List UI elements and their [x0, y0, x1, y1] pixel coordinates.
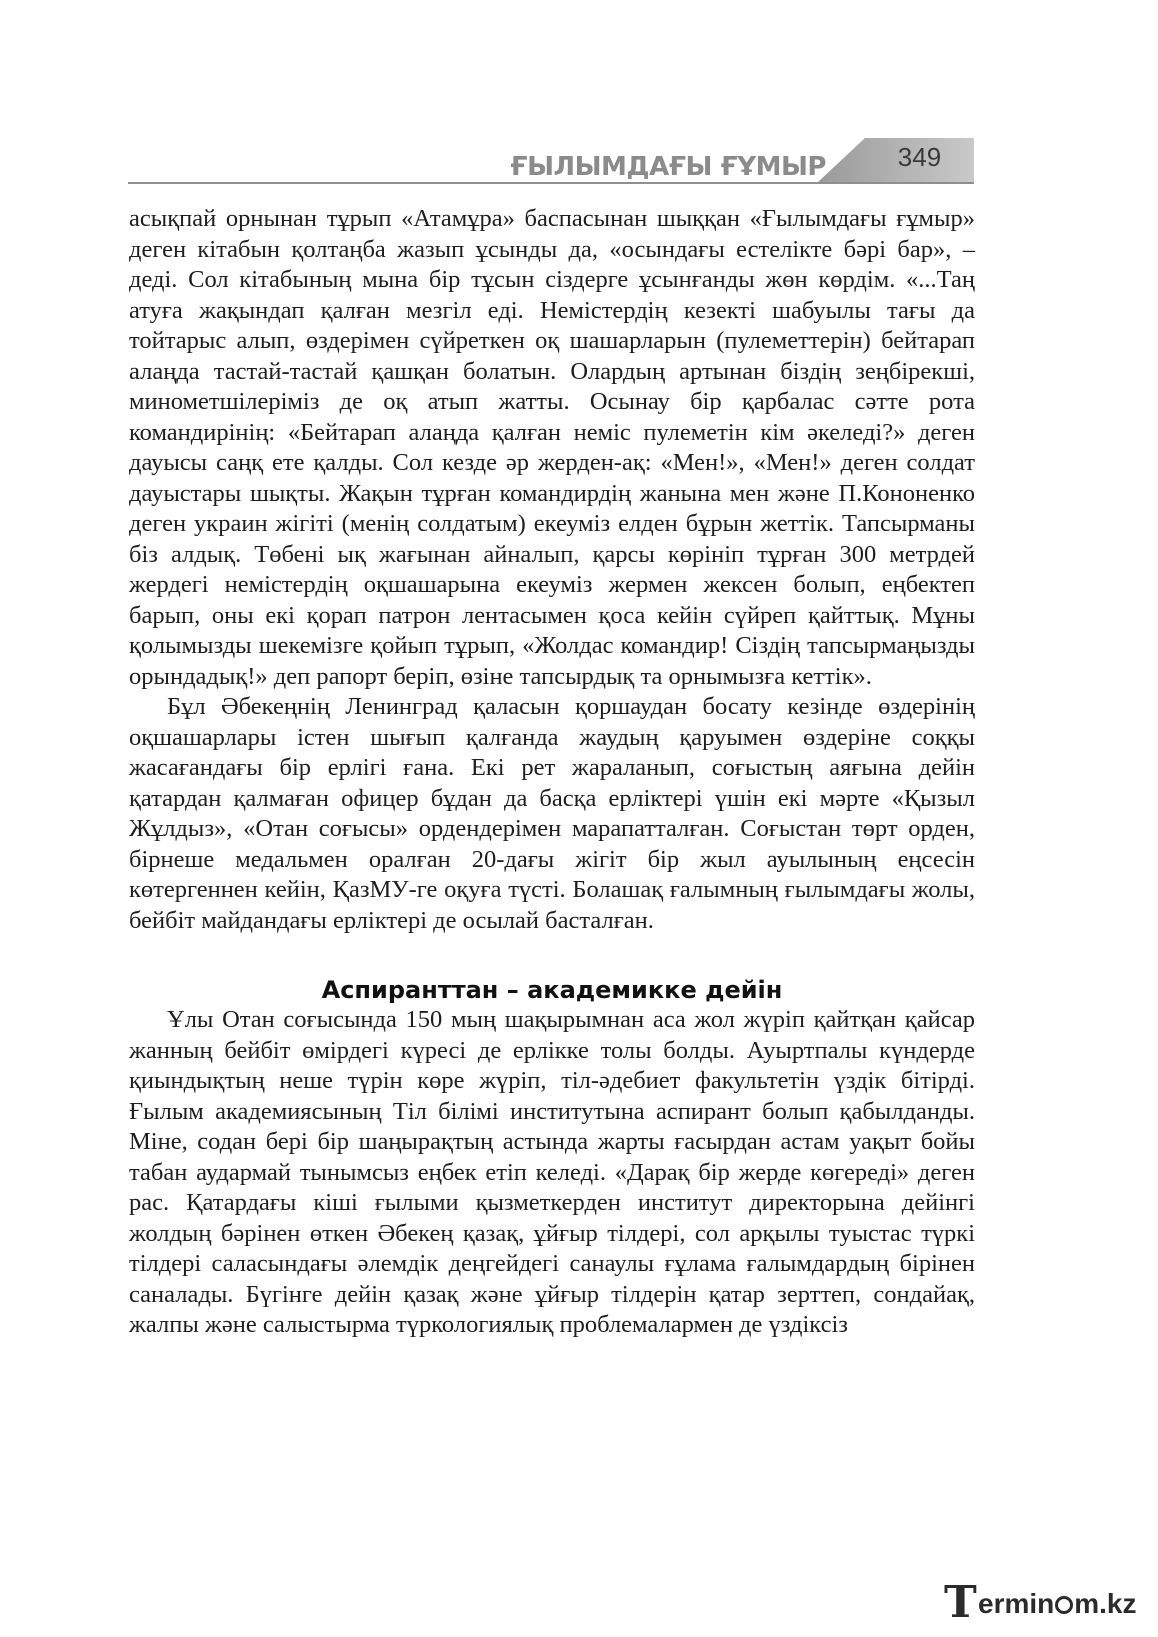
watermark-text — [978, 1588, 1137, 1620]
page-number: 349 — [897, 142, 942, 172]
section-heading: Аспиранттан – академикке дейін — [321, 976, 783, 1004]
page-header — [128, 138, 974, 186]
running-title: ҒЫЛЫМДАҒЫ ҒҰМЫР — [510, 152, 826, 182]
watermark-part: ermin — [978, 1588, 1055, 1619]
watermark-ring — [1055, 1596, 1073, 1614]
header-rule — [128, 182, 974, 184]
watermark-logo — [944, 1574, 1144, 1630]
watermark-initial: T — [944, 1577, 977, 1628]
watermark-part: m.kz — [1074, 1588, 1137, 1619]
paragraph: Ұлы Отан соғысында 150 мың шақырымнан аса жол жүріп қайтқан қайсар жанның бейбіт өмірдегі күресі де ерлікке толы болды. Ауыртпалы күндерде қиындықтың неше түрін көре жүріп, тіл-әдебиет факультетін үздік бітірді. Ғылым академиясының Тіл білімі институтына аспирант болып қабылданды. Міне, содан бері бір шаңырақтың астында жарты ғасырдан астам уақыт бойы табан аудармай тынымсыз еңбек етіп келеді. «Дарақ бір жерде көгереді» деген рас. Қатардағы кіші ғылыми қызметкерден институт директорына дейінгі жолдың бәрінен өткен Әбекең қазақ, ұйғыр тілдері, сол арқылы туыстас түркі тілдері саласындағы әлемдік деңгейдегі санаулы ғұлама ғалымдардың бірінен саналады. Бүгінге дейін қазақ және ұйғыр тілдерін қатар зерттеп, сондайақ, жалпы және салыстырма түркологиялық проблемалармен де үздіксіз — [129, 1006, 975, 1338]
paragraph: асықпай орнынан тұрып «Атамұра» баспасынан шыққан «Ғылымдағы ғұмыр» деген кітабын қолтаңба жазып ұсынды да, «осындағы естелікте бәрі бар», – деді. Сол кітабының мына бір тұсын сіздерге ұсынғанды жөн көрдім. «...Таң атуға жақындап қалған мезгіл еді. Немістердің кезекті шабуылы тағы да тойтарыс алып, өздерімен сүйреткен оқ шашарларын (пулеметтерін) бейтарап алаңда тастай-тастай қашқан болатын. Олардың артынан біздің зеңбірекші, минометшілеріміз де оқ атып жатты. Осынау бір қарбалас сәтте рота командирінің: «Бейтарап алаңда қалған неміс пулеметін кім әкеледі?» деген дауысы саңқ ете қалды. Сол кезде әр жерден-ақ: «Мен!», «Мен!» деген солдат дауыстары шықты. Жақын тұрған командирдің жанына мен және П.Кононенко деген украин жігіті (менің солдатым) екеуміз елден бұрын жеттік. Тапсырманы біз алдық. Төбені ық жағынан айналып, қарсы көрініп тұрған 300 метрдей жердегі немістердің оқшашарына екеуміз жермен жексен болып, еңбектеп барып, оны екі қорап патрон лентасымен қоса кейін сүйреп қайттық. Мұны қолымызды шекемізге қойып тұрып, «Жолдас командир! Сіздің тапсырмаңызды орындадық!» деп рапорт беріп, өзіне тапсырдық та орнымызға кеттік». — [129, 205, 975, 690]
body-text — [129, 204, 975, 1341]
paragraph: Бұл Әбекеңнің Ленинград қаласын қоршаудан босату кезінде өздерінің оқшашарлары істен шығып қалғанда жаудың қаруымен өздеріне соққы жасағандағы бір ерлігі ғана. Екі рет жараланып, соғыстың аяғына дейін қатардан қалмаған офицер бұдан да басқа ерліктері үшін екі мәрте «Қызыл Жұлдыз», «Отан соғысы» ордендерімен марапатталған. Соғыстан төрт орден, бірнеше медальмен оралған 20-дағы жігіт бір жыл ауылының еңсесін көтергеннен кейін, ҚазМУ-ге оқуға түсті. Болашақ ғалымның ғылымдағы жолы, бейбіт майдандағы ерліктері де осылай басталған. — [129, 693, 975, 934]
